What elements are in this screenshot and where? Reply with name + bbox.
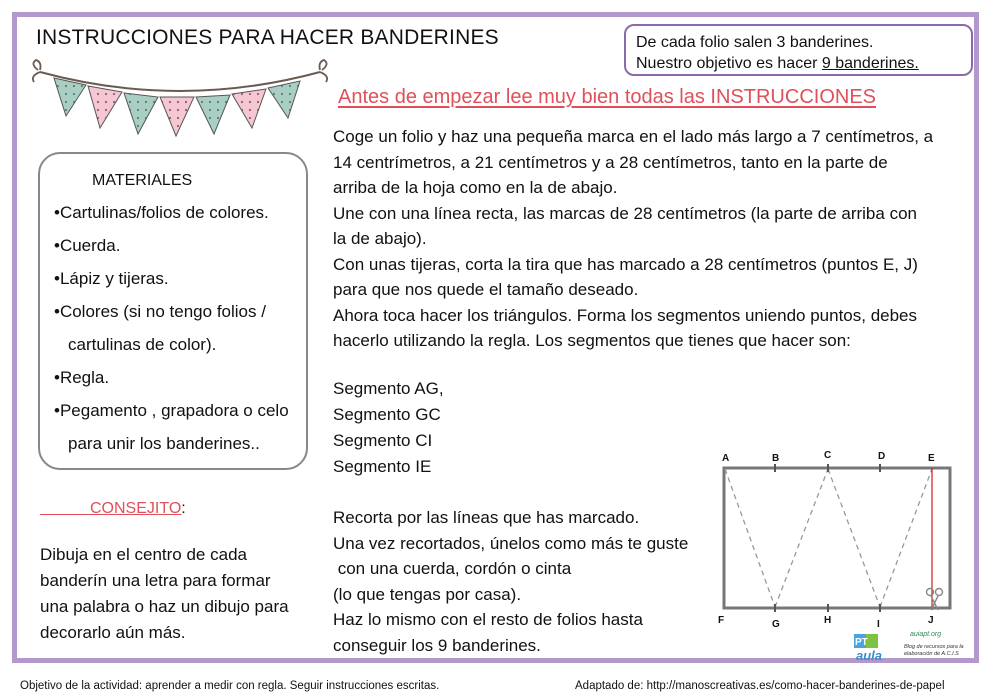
goal-line-2: Nuestro objetivo es hacer 9 banderines.	[636, 55, 919, 72]
tip-text: Dibuja en el centro de cada banderín una letra para formar una palabra o haz un dibujo para decorarlo aún más.	[40, 545, 289, 642]
page-title: INSTRUCCIONES PARA HACER BANDERINES	[36, 26, 499, 49]
label-e: E	[928, 453, 935, 464]
segment-item: Segmento IE	[333, 457, 432, 476]
label-d: D	[878, 451, 886, 462]
goal-box	[624, 24, 973, 76]
instruction-line: arriba de la hoja como en la de abajo.	[333, 178, 618, 197]
materials-item: •Pegamento , grapadora o celo para unir los banderines..	[54, 401, 289, 453]
materials-heading: MATERIALES	[92, 172, 193, 189]
flag-3	[124, 93, 158, 134]
aula-pt-logo	[852, 626, 972, 666]
flag-7	[268, 81, 300, 118]
label-h: H	[824, 615, 832, 626]
label-i: I	[877, 619, 880, 630]
goal-line-1: De cada folio salen 3 banderines.	[636, 34, 874, 51]
svg-text:auiapt.org: auiapt.org	[910, 631, 942, 638]
goal-target: 9 banderines.	[821, 55, 919, 72]
final-line: Una vez recortados, únelos como más te guste	[333, 533, 689, 553]
segment-item: Segmento GC	[333, 405, 441, 424]
instruction-line: para que nos quede el tamaño deseado.	[333, 280, 639, 299]
label-b: B	[772, 453, 780, 464]
final-line: conseguir los 9 banderines.	[333, 635, 541, 655]
label-g: G	[772, 619, 780, 630]
instruction-line: la de abajo).	[333, 229, 427, 248]
flag-6	[232, 89, 266, 128]
label-j: J	[928, 615, 934, 626]
tip-heading: CONSEJITO:	[40, 500, 186, 518]
materials-item: •Cuerda.	[54, 236, 121, 255]
segment-item: Segmento CI	[333, 431, 433, 450]
svg-text:Blog de recursos para la: Blog de recursos para la	[904, 644, 964, 650]
footer-objective: Objetivo de la actividad: aprender a medir con regla. Seguir instrucciones escritas.	[20, 680, 440, 692]
instruction-line: Con unas tijeras, corta la tira que has marcado a 28 centímetros (puntos E, J)	[333, 254, 918, 274]
final-line: con una cuerda, cordón o cinta	[333, 559, 572, 578]
instructions-warning: Antes de empezar lee muy bien todas las INSTRUCCIONES	[338, 86, 876, 108]
final-line: Haz lo mismo con el resto de folios hasta	[333, 610, 643, 629]
materials-list	[54, 196, 296, 460]
instruction-line: hacerlo utilizando la regla. Los segmentos que tienes que hacer son:	[333, 331, 851, 350]
footer-source: Adaptado de: http://manoscreativas.es/como-hacer-banderines-de-papel	[575, 680, 945, 692]
materials-item: •Lápiz y tijeras.	[54, 269, 169, 288]
instruction-line: Coge un folio y haz una pequeña marca en el lado más largo a 7 centímetros, a	[333, 127, 934, 146]
segment-item: Segmento AG,	[333, 379, 444, 398]
label-f: F	[718, 615, 725, 626]
final-instructions	[333, 505, 713, 658]
final-line: Recorta por las líneas que has marcado.	[333, 508, 640, 527]
flag-2	[88, 86, 122, 128]
flag-1	[54, 78, 86, 116]
svg-text:aula: aula	[856, 648, 883, 663]
segments-list	[333, 376, 444, 480]
instruction-line: 14 centrímetros, a 21 centímetros y a 28 centímetros, tanto en la parte de	[333, 152, 888, 172]
bunting-illustration	[30, 58, 330, 148]
svg-text:PT: PT	[855, 637, 868, 648]
instructions-text	[333, 124, 959, 354]
materials-item: •Regla.	[54, 368, 110, 387]
instruction-line: Ahora toca hacer los triángulos. Forma los segmentos uniendo puntos, debes	[333, 305, 918, 325]
final-line: (lo que tengas por casa).	[333, 584, 522, 604]
svg-text:elaboración de A.C.I.S: elaboración de A.C.I.S	[904, 651, 959, 657]
flag-4	[160, 97, 194, 136]
cutting-diagram	[712, 444, 962, 634]
label-a: A	[722, 453, 730, 464]
materials-item: •Colores (si no tengo folios / cartulinas de color).	[54, 302, 266, 354]
flag-5	[196, 95, 230, 134]
instruction-line: Une con una línea recta, las marcas de 28 centímetros (la parte de arriba con	[333, 203, 917, 223]
materials-box	[38, 152, 308, 470]
materials-item: •Cartulinas/folios de colores.	[54, 203, 269, 222]
label-c: C	[824, 450, 832, 461]
